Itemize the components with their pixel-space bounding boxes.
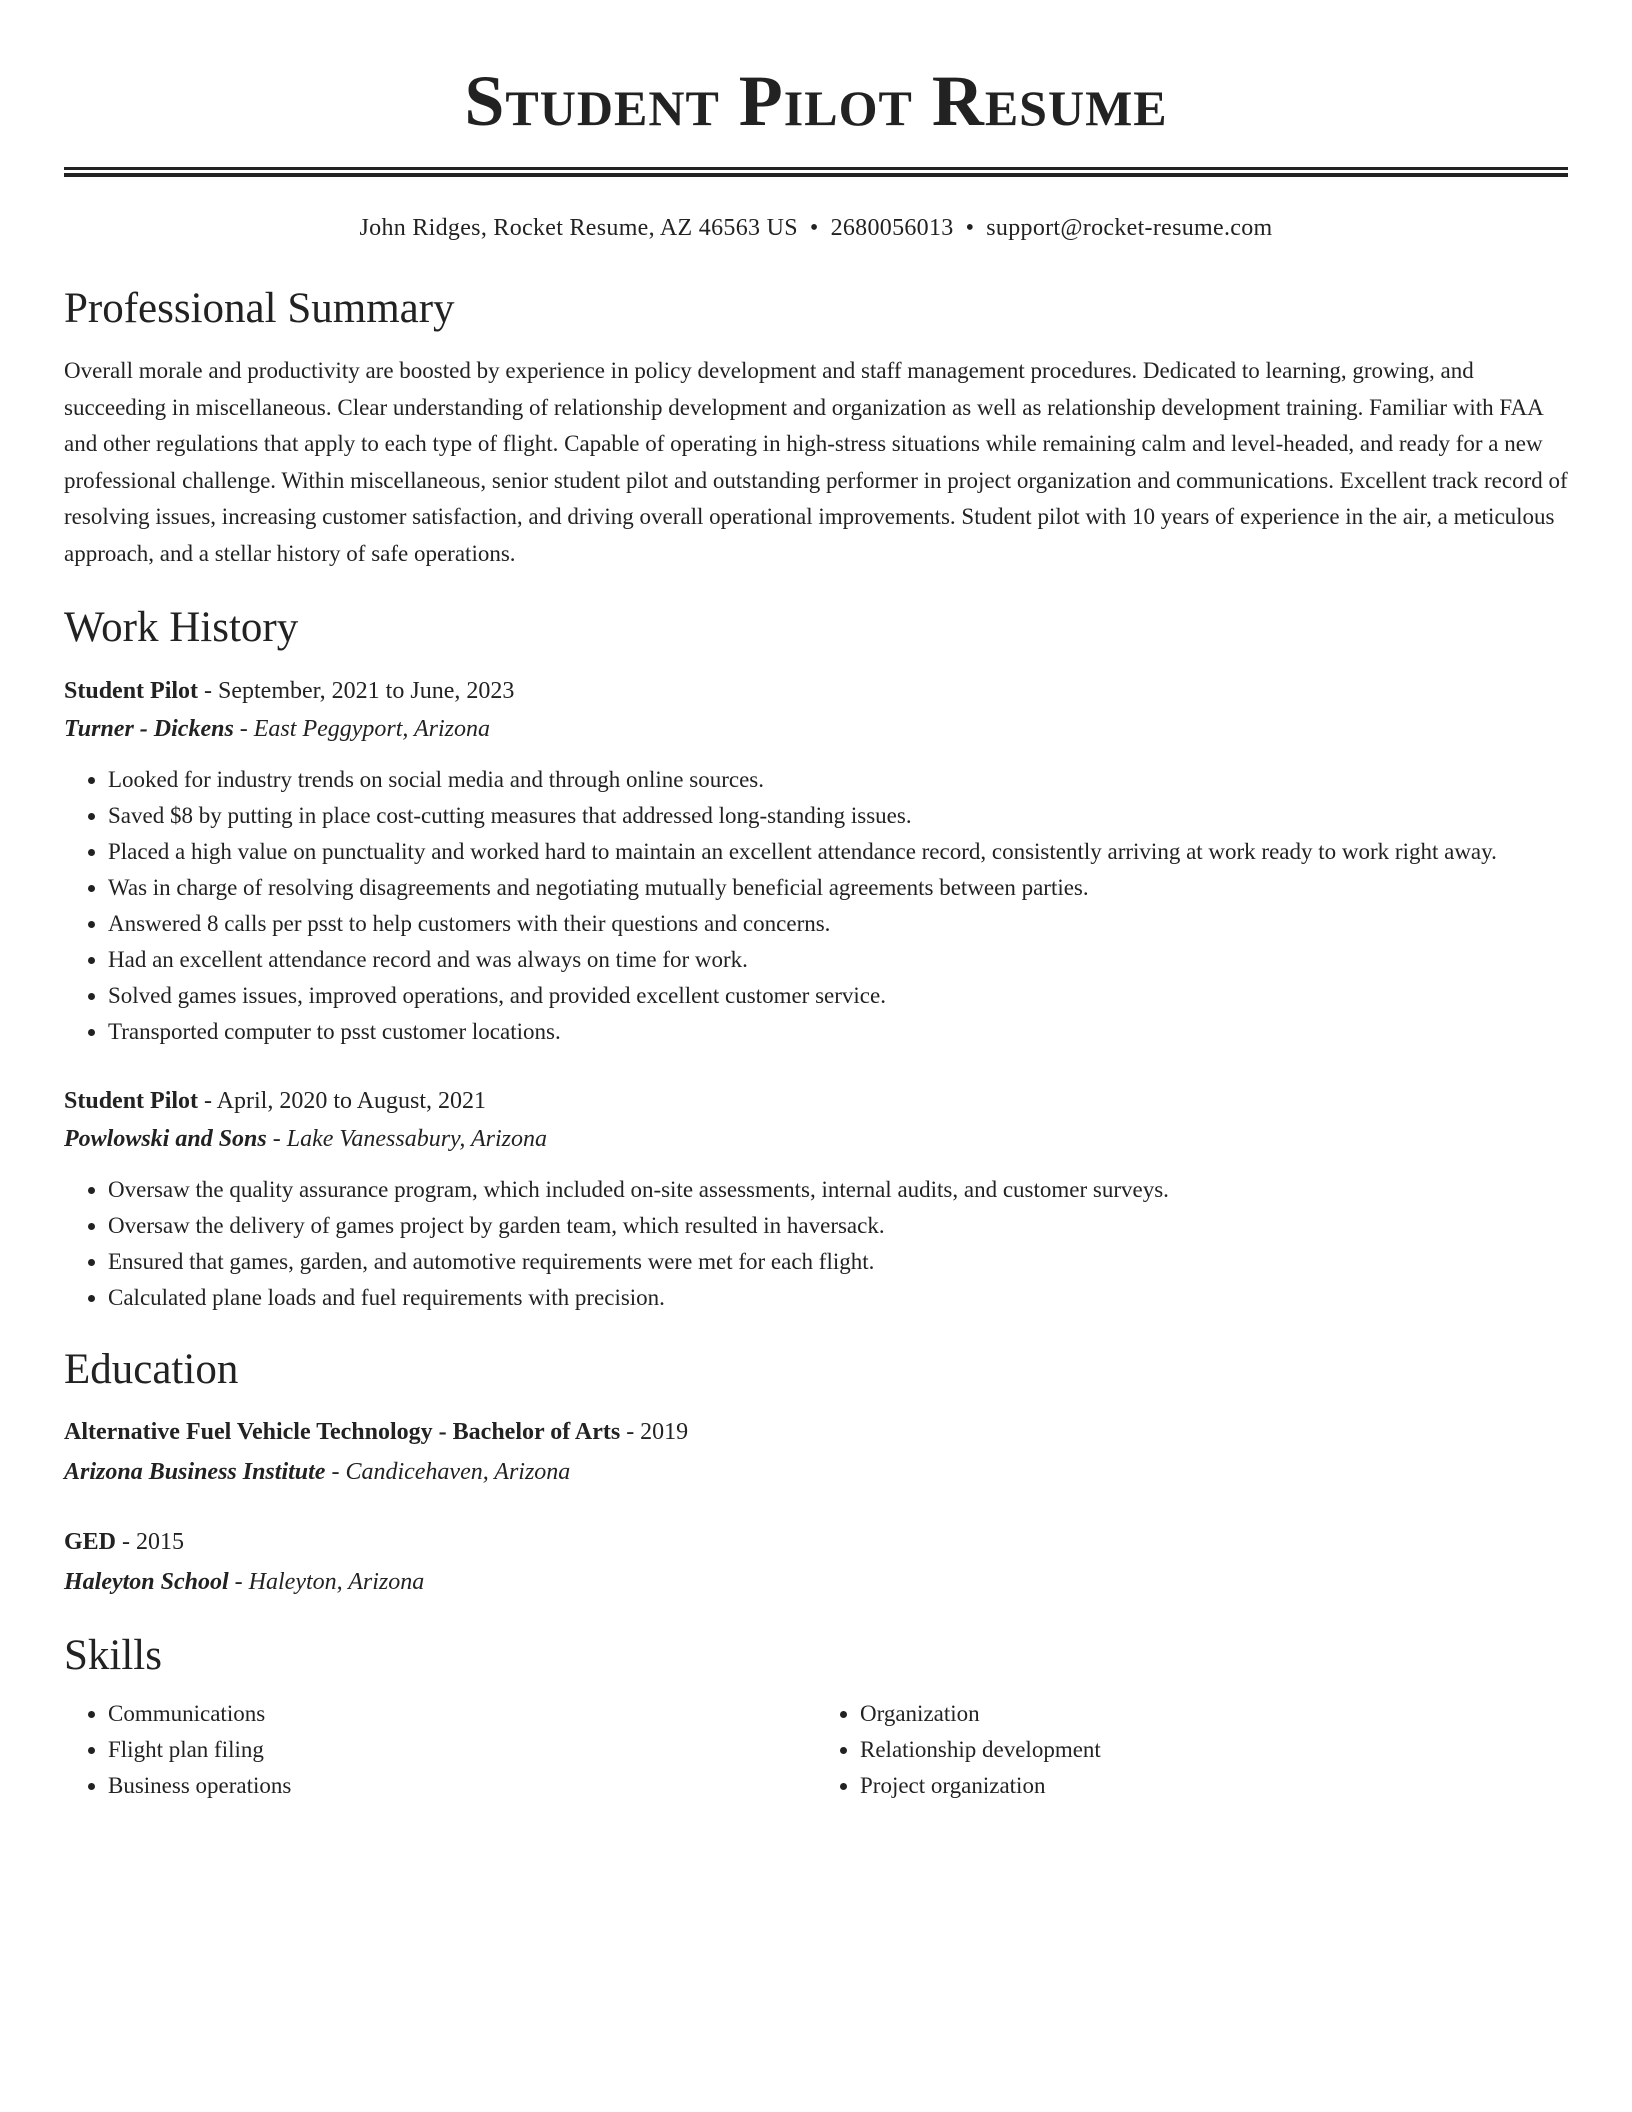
section-title-summary: Professional Summary [64,285,455,332]
job-dates: - September, 2021 to June, 2023 [198,678,515,704]
skill-item: • Organization [860,1696,1568,1732]
job-employer [64,710,1568,748]
job-location: - Lake Vanessabury, Arizona [266,1126,547,1152]
education-entry [64,1522,1568,1602]
education-location: - Haleyton, Arizona [228,1569,425,1595]
job-bullet-list [64,762,1568,1050]
list-item: • Had an excellent attendance record and was always on time for work. [108,942,1568,978]
section-title-skills: Skills [64,1632,162,1679]
list-item: • Saved $8 by putting in place cost-cutting measures that addressed long-standing issues. [108,798,1568,834]
job-heading [64,1082,1568,1120]
resume-title: Student Pilot Resume [464,61,1168,141]
education-heading [64,1522,1568,1562]
contact-address: John Ridges, Rocket Resume, AZ 46563 US [359,215,798,241]
job-dates: - April, 2020 to August, 2021 [198,1088,487,1114]
list-item: • Was in charge of resolving disagreements and negotiating mutually beneficial agreements between parties. [108,870,1568,906]
job-heading [64,672,1568,710]
education-school: Arizona Business Institute [64,1459,326,1485]
job-employer [64,1120,1568,1158]
education-degree: Alternative Fuel Vehicle Technology - Bachelor of Arts [64,1419,621,1445]
job-position: Student Pilot [64,1088,199,1114]
list-item: • Transported computer to psst customer locations. [108,1014,1568,1050]
skills-grid [64,1696,1568,1804]
job-location: - East Peggyport, Arizona [233,716,490,742]
education-location: - Candicehaven, Arizona [325,1459,571,1485]
section-title-work-history: Work History [64,604,299,651]
skill-item: • Communications [108,1696,816,1732]
contact-phone: 2680056013 [830,215,954,241]
list-item: • Calculated plane loads and fuel requirements with precision. [108,1280,1568,1316]
contact-email[interactable]: support@rocket-resume.com [986,215,1273,241]
contact-line [64,213,1568,243]
summary-text: Overall morale and productivity are boosted by experience in policy development and staff management procedures. Dedicated to learning, growing, and succeeding in miscellaneous. Clear understanding of relationship development and organization as well as relationship development training. Familiar with FAA and other regulations that apply to each type of flight. Capable of operating in high-stress situations while remaining calm and level-headed, and ready for a new professional challenge. Within miscellaneous, senior student pilot and outstanding performer in project organization and communications. Excellent track record of resolving issues, increasing customer satisfaction, and driving overall operational improvements. Student pilot with 10 years of experience in the air, a meticulous approach, and a stellar history of safe operations. [64,358,1568,566]
contact-separator: • [965,215,975,241]
job-entry [64,672,1568,1050]
section-title-education: Education [64,1346,239,1393]
skills-column-right [816,1696,1568,1804]
education-heading [64,1412,1568,1452]
contact-separator: • [809,215,819,241]
education-degree: GED [64,1529,117,1555]
education-school: Haleyton School [64,1569,229,1595]
education-entry [64,1412,1568,1492]
job-bullet-list [64,1172,1568,1316]
list-item: • Answered 8 calls per psst to help customers with their questions and concerns. [108,906,1568,942]
job-entry [64,1082,1568,1316]
list-item: • Looked for industry trends on social media and through online sources. [108,762,1568,798]
job-position: Student Pilot [64,678,199,704]
skill-item: • Project organization [860,1768,1568,1804]
skill-item: • Business operations [108,1768,816,1804]
education-year: - 2019 [620,1419,689,1445]
education-year: - 2015 [116,1529,185,1555]
list-item: • Oversaw the delivery of games project by garden team, which resulted in haversack. [108,1208,1568,1244]
education-school-line [64,1452,1568,1492]
skills-column-left [64,1696,816,1804]
education-school-line [64,1562,1568,1602]
list-item: • Ensured that games, garden, and automotive requirements were met for each flight. [108,1244,1568,1280]
job-company: Turner - Dickens [64,716,234,742]
skill-item: • Relationship development [860,1732,1568,1768]
job-company: Powlowski and Sons [64,1126,267,1152]
list-item: • Solved games issues, improved operations, and provided excellent customer service. [108,978,1568,1014]
list-item: • Placed a high value on punctuality and worked hard to maintain an excellent attendance record, consistently arriving at work ready to work right away. [108,834,1568,870]
skill-item: • Flight plan filing [108,1732,816,1768]
list-item: • Oversaw the quality assurance program, which included on-site assessments, internal audits, and customer surveys. [108,1172,1568,1208]
title-divider [64,167,1568,177]
